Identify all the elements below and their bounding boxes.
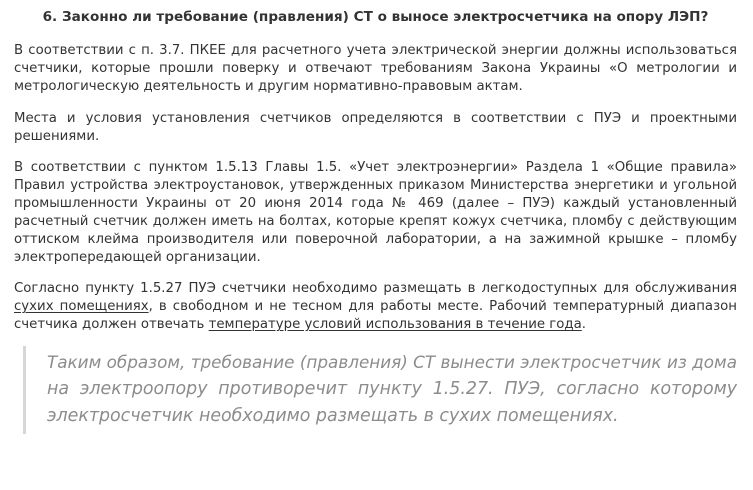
- quote-line: Таким образом, требование (правления) СТ вынести электросчетчик из дома: [47, 352, 737, 372]
- paragraph-line: Согласно пункту 1.5.27 ПУЭ счетчики необходимо размещать в легкодоступных для обслуживания: [14, 281, 737, 296]
- paragraph-line: Места и условия установления счетчиков определяются в соответствии с ПУЭ и проектными: [14, 111, 737, 126]
- operating-temperature-link[interactable]: температуре условий использования в течение года: [208, 317, 582, 332]
- paragraph-pkee: [14, 42, 737, 96]
- paragraph-pue-1-5-27: [14, 280, 737, 334]
- paragraph-line: электропередающей организации.: [14, 250, 261, 265]
- paragraph-line: расчетный счетчик должен иметь на болтах, которые крепят кожух счетчика, пломбу с действующим: [14, 214, 737, 229]
- quote-line: на электроопору противоречит пункту 1.5.27. ПУЭ, согласно которому: [47, 379, 737, 399]
- paragraph-line: Правил устройства электроустановок, утвержденных приказом Министерства энергетики и угольной: [14, 178, 737, 193]
- paragraph-line: решениями.: [14, 129, 100, 144]
- paragraph-pue-1-5-13: [14, 159, 737, 267]
- paragraph-line: [14, 298, 737, 316]
- paragraph-line: оттиском клейма производителя или поверочной лаборатории, а на зажимной крышке – пломбу: [14, 232, 737, 247]
- quote-line: электросчетчик необходимо размещать в сухих помещениях.: [47, 406, 619, 426]
- conclusion-quote: [23, 346, 737, 434]
- paragraph-line: [14, 316, 737, 334]
- dry-rooms-link[interactable]: сухих помещениях: [14, 299, 149, 314]
- paragraph-text: счетчика должен отвечать: [14, 317, 209, 332]
- paragraph-text: .: [581, 317, 587, 332]
- paragraph-placement: [14, 110, 737, 146]
- paragraph-text: , в свободном и не тесном для работы месте. Рабочий температурный диапазон: [148, 299, 737, 314]
- paragraph-line: В соответствии с пунктом 1.5.13 Главы 1.5. «Учет электроэнергии» Раздела 1 «Общие правила»: [14, 160, 737, 175]
- section-heading: 6. Законно ли требование (правления) СТ о выносе электросчетчика на опору ЛЭП?: [42, 9, 709, 25]
- paragraph-line: счетчики, которые прошли поверку и отвечают требованиям Закона Украины «О метрологии и: [14, 61, 737, 76]
- paragraph-line: метрологическую деятельность и другим нормативно-правовым актам.: [14, 79, 523, 94]
- paragraph-line: В соответствии с п. 3.7. ПКЕЕ для расчетного учета электрической энергии должны использоваться: [14, 43, 737, 58]
- paragraph-line: промышленности Украины от 20 июня 2014 года № 469 (далее – ПУЭ) каждый установленный: [14, 196, 737, 211]
